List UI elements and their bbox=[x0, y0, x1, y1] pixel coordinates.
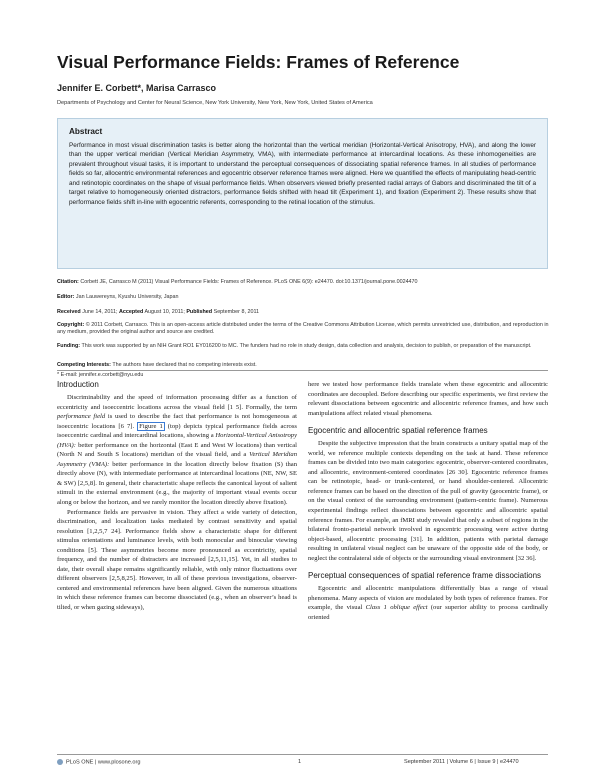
article-title: Visual Performance Fields: Frames of Reference bbox=[57, 52, 460, 72]
intro-paragraph-2: Performance fields are pervasive in vision. They affect a wide variety of detection, discrimination, and localization tasks mediated by contrast sensitivity and spatial resolution [1,2,5,7 24]. Performance fields show a characteristic shape for different stimulus orientations and luminance levels, with both monocular and binocular viewing conditions [5]. These asymmetries become more pronounced as eccentricity, spatial frequency, and the number of distracters are increased [2,5,11,15]. Yet, in all studies to date, their overall shape remains significantly reliable, with only minor fluctuations over different observers [2,5,8,25]. However, in all of these previous investigations, observer-centered and environmental references have been aligned. Given the numerous situations in which these reference frames can become dissociated (e.g., when an observer’s head is tilted, or when gazing sideways), bbox=[57, 508, 297, 612]
footer-journal: PLoS ONE | www.plosone.org bbox=[57, 759, 141, 765]
footer-divider bbox=[57, 754, 548, 755]
section-heading-perceptual-consequences: Perceptual consequences of spatial reference frame dissociations bbox=[308, 571, 542, 581]
editor-line: Editor: Jan Lauwereyns, Kyushu University, Japan bbox=[57, 294, 179, 300]
section-heading-reference-frames: Egocentric and allocentric spatial reference frames bbox=[308, 426, 488, 436]
intro-paragraph-3: here we tested how performance fields translate when these egocentric and allocentric coordinates are decoupled. Before describing our specific experiments, we first review the relevant dissociations between egocentric and allocentric reference frames, and how such manipulations affect related visual phenomena. bbox=[308, 381, 548, 417]
plos-logo-icon bbox=[57, 759, 63, 765]
affiliation: Departments of Psychology and Center for Neural Science, New York University, New York, New York, United States of America bbox=[57, 100, 373, 106]
abstract-body: Performance in most visual discrimination tasks is better along the horizontal than the vertical meridian (Horizontal-Vertical Anisotropy, HVA), and along the lower than the upper vertical meridian (Vertical Meridian Asymmetry, VMA), with intermediate performance at intercardinal locations. As these inhomogeneities are prevalent throughout visual tasks, it is important to understand the perceptual consequences of dissociating spatial reference frames. In all studies of performance fields so far, allocentric environmental references and egocentric observer reference frames were aligned. Here we quantified the effects of manipulating head-centric and retinotopic coordinates on the shape of visual performance fields. When observers viewed briefly presented radial arrays of Gabors and discriminated the tilt of a target relative to homogeneously oriented distractors, performance fields shifted with head tilt (Experiment 1), and fixation (Experiment 2). These results show that performance fields shift in-line with egocentric referents, corresponding to the retinal location of the stimulus. bbox=[69, 142, 537, 206]
abstract-heading: Abstract bbox=[69, 127, 103, 136]
funding-line: Funding: This work was supported by an NIH Grant RO1 EY016200 to MC. The funders had no role in study design, data collection and analysis, decision to publish, or preparation of the manuscript. bbox=[57, 343, 532, 349]
intro-paragraph-1: Discriminability and the speed of information processing differ as a function of eccentricity and isoeccentric locations across the visual field [1 5]. Formally, the term performance field is used to describe the fact that performance is not homogeneous at isoeccentric locations [6 7]. Figure 1 (top) depicts typical performance fields across isoeccentric cardinal and intercardinal locations, showing a Horizontal-Vertical Anisotropy (HVA): better performance on the horizontal (East E and West W locations) than vertical (North N and South S locations) meridian of the visual field, and a Vertical Meridian Asymmetry (VMA): better performance in the location directly below fixation (S) than directly above (N), with intermediate performance at intercardinal locations (NE, NW, SE & SW) [2,5,8]. In general, their characteristic shape reflects the canonical layout of salient stimuli in the external environment (e.g., the majority of important visual events occur along or below the horizon, and we rarely monitor the location directly above fixation). bbox=[57, 394, 297, 507]
abstract-box bbox=[57, 118, 548, 269]
section-heading-introduction: Introduction bbox=[57, 380, 99, 389]
reference-frames-paragraph: Despite the subjective impression that the brain constructs a unitary spatial map of the world, we reference multiple contexts depending on the task at hand. These reference frames can be divided into two main categories: egocentric, observer-centered coordinates, and allocentric, environment-centered coordinates [26 30]. Egocentric reference frames can be retinotopic, head- or trunk-centered, or hand shoulder-centered. Allocentric reference frames can be based on the direction of the pull of gravity (geocentric frame), or on the visual context of the surrounding environment (pattern-centric frame). Numerous experimental findings reflect dissociations between egocentric and allocentric spatial reference frames. For example, an fMRI study revealed that only a subset of regions in the bilateral fronto-parietal network involved in egocentric processing were active during object-based, allocentric processing [31]. In addition, patients with parietal damage resulting in unilateral visual neglect can be unaware of the opposite side of the body, or neglect the contralateral side of objects or the surrounding visual environment [32 36]. bbox=[308, 440, 548, 562]
citation-line: Citation: Corbett JE, Carrasco M (2011) Visual Performance Fields: Frames of Reference. PLoS ONE 6(9): e24470. doi:10.1371/journal.pone.0024470 bbox=[57, 279, 418, 285]
left-column bbox=[57, 380, 297, 613]
footer-page-number: 1 bbox=[298, 759, 302, 765]
email-line: * E-mail: jennifer.e.corbett@nyu.edu bbox=[57, 372, 144, 378]
competing-interests-line: Competing Interests: The authors have declared that no competing interests exist. bbox=[57, 362, 257, 368]
right-column bbox=[308, 380, 548, 622]
meta-divider bbox=[57, 370, 548, 371]
copyright-line: Copyright: © 2011 Corbett, Carrasco. This is an open-access article distributed under the terms of the Creative Commons Attribution License, which permits unrestricted use, distribution, and reproduction in any medium, provided the original author and source are credited. bbox=[57, 322, 549, 336]
author-list: Jennifer E. Corbett*, Marisa Carrasco bbox=[57, 83, 217, 93]
perceptual-consequences-paragraph: Egocentric and allocentric manipulations differentially bias a range of visual phenomena. Many aspects of vision are modulated by both types of reference frames. For example, the visual Class 1 oblique effect (our superior ability to process cardinally oriented bbox=[308, 585, 548, 621]
figure-1-link[interactable]: Figure 1 bbox=[139, 422, 163, 430]
dates-line: Received June 14, 2011; Accepted August 10, 2011; Published September 8, 2011 bbox=[57, 309, 260, 315]
footer-issue-info: September 2011 | Volume 6 | Issue 9 | e24470 bbox=[404, 759, 519, 765]
